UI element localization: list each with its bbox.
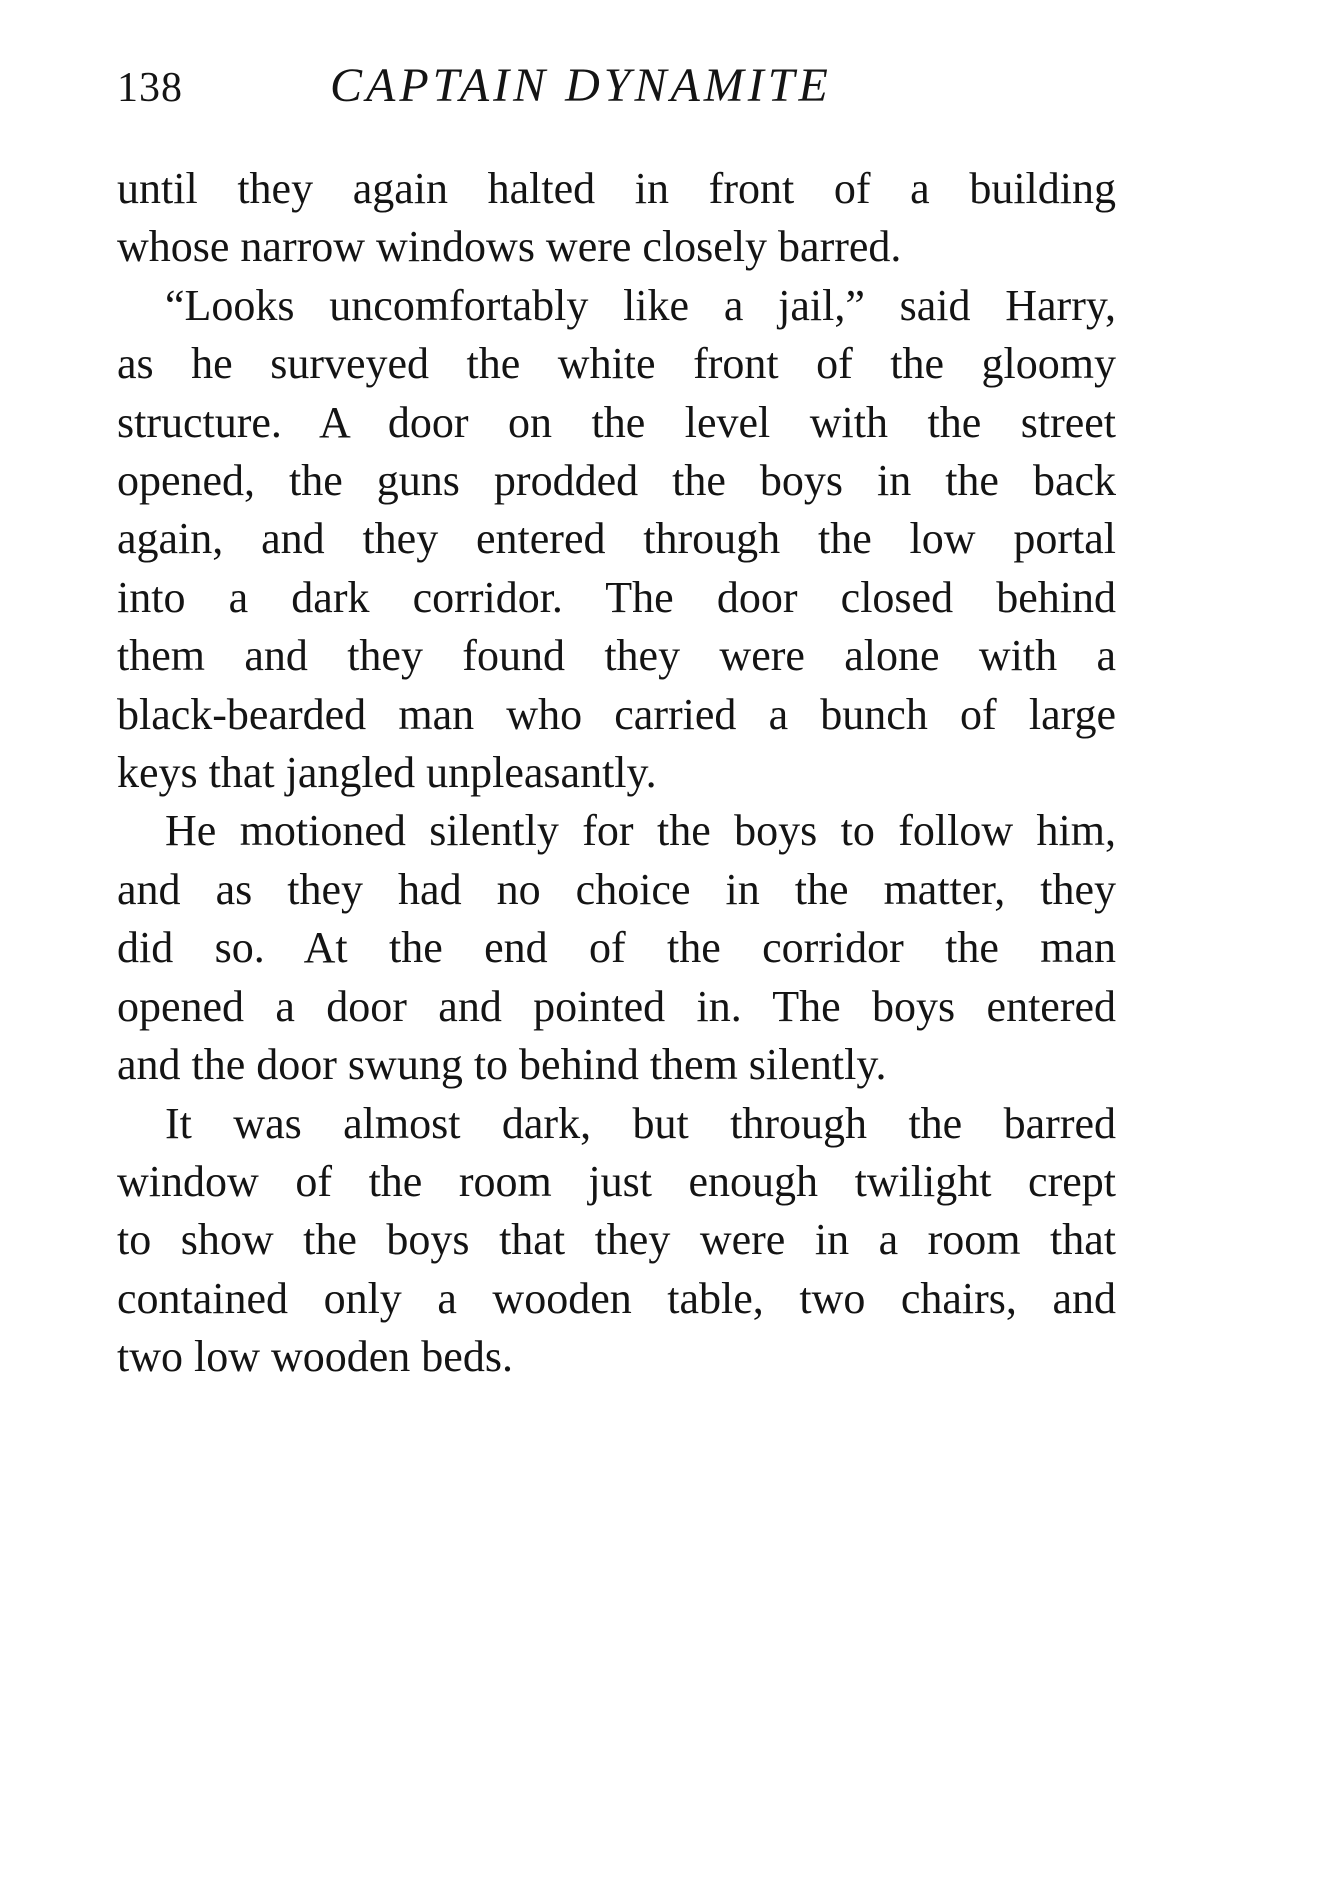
paragraph-4 [117,1095,1116,1387]
text-line: opened a door and pointed in. The boys entered [117,981,1116,1031]
text-line: and as they had no choice in the matter, they [117,864,1116,914]
text-line: opened, the guns prodded the boys in the back [117,456,1116,506]
body-text [117,160,1116,1387]
running-title: CAPTAIN DYNAMITE [330,59,832,112]
text-line: window of the room just enough twilight crept [117,1156,1116,1206]
text-line: It was almost dark, but through the barred [165,1098,1116,1148]
text-line: into a dark corridor. The door closed behind [117,572,1116,622]
text-line: them and they found they were alone with a [117,631,1116,681]
text-line: until they again halted in front of a building [117,164,1116,213]
text-line: two low wooden beds. [117,1332,513,1382]
text-line: and the door swung to behind them silently. [117,1040,887,1090]
text-line: contained only a wooden table, two chairs, and [117,1273,1116,1323]
paragraph-3 [117,802,1116,1094]
paragraph-1 [117,160,1116,277]
paragraph-2 [117,277,1116,803]
text-line: to show the boys that they were in a room that [117,1215,1116,1265]
text-line: “Looks uncomfortably like a jail,” said Harry, [165,280,1116,330]
text-line: as he surveyed the white front of the gloomy [117,339,1116,389]
text-line: again, and they entered through the low portal [117,514,1116,564]
text-line: did so. At the end of the corridor the man [117,923,1116,973]
text-line: keys that jangled unpleasantly. [117,748,657,798]
running-head [117,52,1117,122]
page-number: 138 [117,65,183,111]
text-line: black-bearded man who carried a bunch of large [117,689,1116,739]
text-line: whose narrow windows were closely barred. [117,222,902,272]
text-line: structure. A door on the level with the street [117,397,1116,447]
text-line: He motioned silently for the boys to follow him, [165,806,1116,856]
